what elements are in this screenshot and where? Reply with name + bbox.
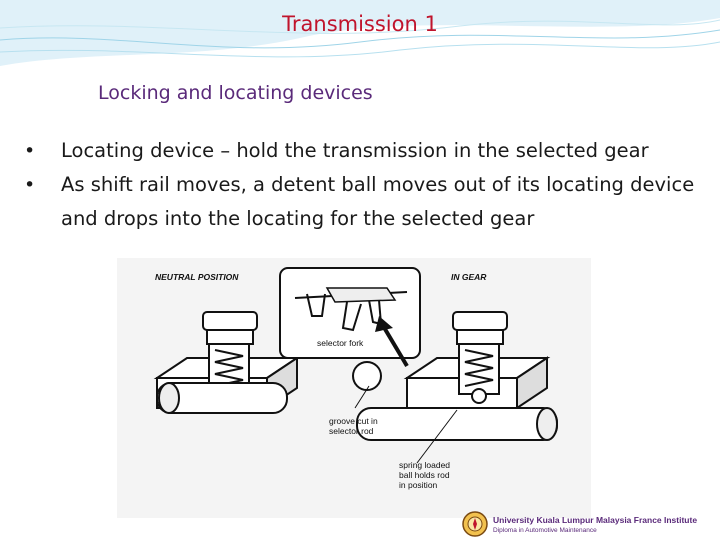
neutral-position-label: NEUTRAL POSITION xyxy=(155,272,239,282)
bullet-item xyxy=(24,134,704,168)
groove-label-line2: selector rod xyxy=(329,426,374,436)
bullet-list xyxy=(24,134,704,236)
selector-fork-label: selector fork xyxy=(317,338,364,348)
bullet-text: Locating device – hold the transmission in the selected gear xyxy=(61,139,649,162)
detent-mechanism-figure xyxy=(117,258,591,518)
selector-fork-inset-icon xyxy=(280,268,420,358)
footer-program: Diploma in Automotive Maintenance xyxy=(493,527,597,534)
groove-label-line1: groove cut in xyxy=(329,416,378,426)
neutral-selector-rod-icon xyxy=(157,383,287,413)
bullet-text: As shift rail moves, a detent ball moves out of its locating device and drops into the locating for the selected gear xyxy=(61,173,695,230)
spring-label-line1: spring loaded xyxy=(399,460,451,470)
spring-label-line3: in position xyxy=(399,480,438,490)
in-gear-label: IN GEAR xyxy=(451,272,487,282)
university-logo xyxy=(462,511,488,537)
footer-institution: University Kuala Lumpur Malaysia France Institute xyxy=(493,515,698,525)
bullet-dot-icon: • xyxy=(24,140,36,162)
slide-title: Transmission 1 xyxy=(282,12,438,36)
slide-subtitle: Locking and locating devices xyxy=(98,82,373,104)
spring-label-line2: ball holds rod xyxy=(399,470,450,480)
bullet-dot-icon: • xyxy=(24,174,36,196)
bullet-item xyxy=(24,168,704,236)
